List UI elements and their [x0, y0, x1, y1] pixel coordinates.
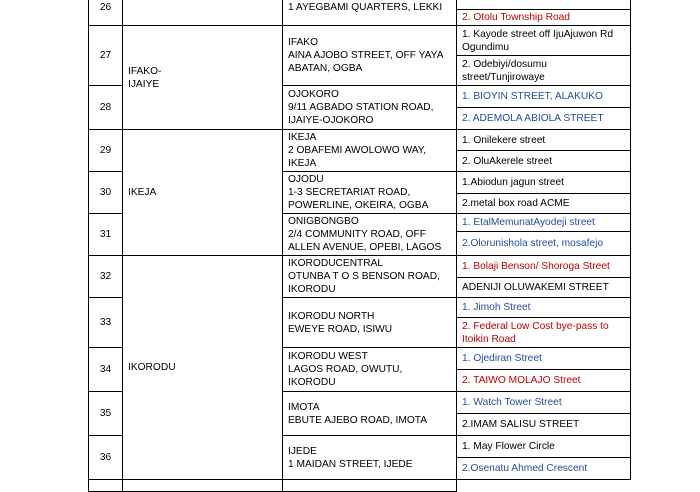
office-address: ONIGBONGBO 2/4 COMMUNITY ROAD, OFF ALLEN AVENUE, OPEBI, LAGOS: [283, 214, 457, 256]
street-item: [457, 0, 631, 10]
street-item: 1. EtalMemunatAyodeji street: [457, 214, 631, 232]
table-row: [89, 480, 631, 492]
serial-number: 36: [89, 436, 123, 480]
serial-number: 26: [89, 0, 123, 26]
street-item: 2. ADEMOLA ABIOLA STREET: [457, 108, 631, 130]
area-name: IKORODU: [123, 256, 283, 480]
office-address: OJOKORO 9/11 AGBADO STATION ROAD, IJAIYE-OJOKORO: [283, 86, 457, 130]
street-item: 1.Abiodun jagun street: [457, 172, 631, 194]
serial-number: 32: [89, 256, 123, 298]
table-body: [89, 0, 631, 492]
street-item: 2. Otolu Township Road: [457, 10, 631, 26]
table-row: [89, 0, 631, 10]
office-address: [123, 480, 283, 492]
street-item: ADENIJI OLUWAKEMI STREET: [457, 277, 631, 298]
street-item: [283, 480, 457, 492]
street-item: 2. OluAkerele street: [457, 151, 631, 172]
serial-number: 35: [89, 392, 123, 436]
serial-number: 29: [89, 130, 123, 172]
table-row: [89, 26, 631, 56]
street-item: 1. Kayode street off IjuAjuwon Rd Ogundimu: [457, 26, 631, 56]
street-item: 2. TAIWO MOLAJO Street: [457, 370, 631, 392]
office-address: OJODU 1-3 SECRETARIAT ROAD, POWERLINE, OKEIRA, OGBA: [283, 172, 457, 214]
serial-number: 31: [89, 214, 123, 256]
street-item: 2.Olorunishola street, mosafejo: [457, 232, 631, 256]
office-address: 1 AYEGBAMI QUARTERS, LEKKI: [283, 0, 457, 26]
serial-number: [89, 480, 123, 492]
table-row: [89, 256, 631, 278]
office-table: [88, 0, 631, 492]
table-row: [89, 130, 631, 151]
serial-number: 34: [89, 348, 123, 392]
area-name: IKEJA: [123, 130, 283, 256]
street-item: 1. Jimoh Street: [457, 298, 631, 318]
street-item: 1. Bolaji Benson/ Shoroga Street: [457, 256, 631, 278]
office-address: IMOTA EBUTE AJEBO ROAD, IMOTA: [283, 392, 457, 436]
street-item: 2. Federal Low Cost bye-pass to Itoikin Road: [457, 318, 631, 348]
street-item: 1. Watch Tower Street: [457, 392, 631, 414]
office-address: IKEJA 2 OBAFEMI AWOLOWO WAY, IKEJA: [283, 130, 457, 172]
serial-number: 30: [89, 172, 123, 214]
street-item: 2.metal box road ACME: [457, 193, 631, 214]
office-address: IKORODUCENTRAL OTUNBA T O S BENSON ROAD, IKORODU: [283, 256, 457, 298]
street-item: 1. BIOYIN STREET, ALAKUKO: [457, 86, 631, 108]
street-item: 1. May Flower Circle: [457, 436, 631, 458]
area-name: [123, 0, 283, 26]
office-address: IKORODU WEST LAGOS ROAD, OWUTU, IKORODU: [283, 348, 457, 392]
serial-number: 27: [89, 26, 123, 86]
street-item: 2. Odebiyi/dosumu street/Tunjirowaye: [457, 56, 631, 86]
street-item: 2.Osenatu Ahmed Crescent: [457, 458, 631, 480]
office-address: IFAKO AINA AJOBO STREET, OFF YAYA ABATAN, OGBA: [283, 26, 457, 86]
serial-number: 28: [89, 86, 123, 130]
office-address: IKORODU NORTH EWEYE ROAD, ISIWU: [283, 298, 457, 348]
office-address: IJEDE 1 MAIDAN STREET, IJEDE: [283, 436, 457, 480]
street-item: 2.IMAM SALISU STREET: [457, 414, 631, 436]
street-item: 1. Onilekere street: [457, 130, 631, 151]
street-item: 1. Ojediran Street: [457, 348, 631, 370]
area-name: IFAKO- IJAIYE: [123, 26, 283, 130]
serial-number: 33: [89, 298, 123, 348]
